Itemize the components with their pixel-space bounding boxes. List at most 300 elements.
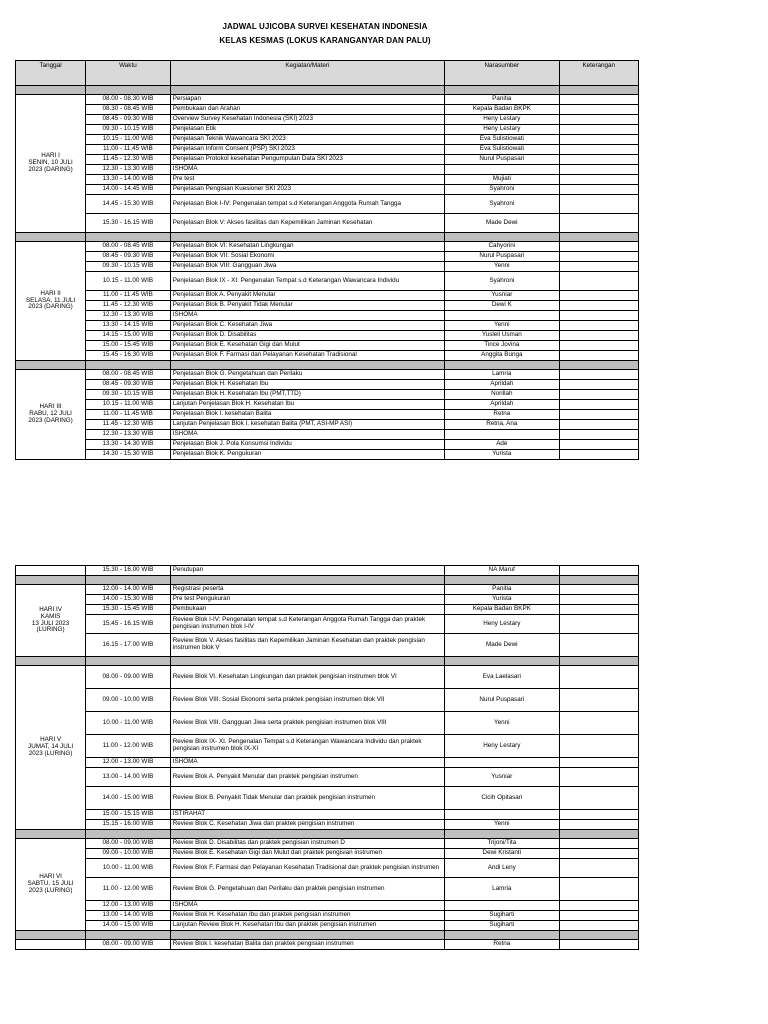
- header-kegiatan: Kegiatan/Materi: [170, 61, 444, 86]
- time-cell: 11.45 - 12.30 WIB: [86, 420, 171, 430]
- doc-title-line1: JADWAL UJICOBA SURVEI KESEHATAN INDONESIA: [222, 22, 428, 31]
- separator-row: [16, 86, 639, 95]
- time-cell: 09.30 - 10.15 WIB: [86, 125, 171, 135]
- separator-row: [16, 657, 639, 666]
- note-cell: [559, 311, 638, 321]
- separator-cell: [16, 233, 86, 242]
- table-row: [16, 214, 639, 233]
- separator-cell: [170, 86, 444, 95]
- time-cell: 11.00 - 11.45 WIB: [86, 145, 171, 155]
- table-row: [16, 787, 639, 810]
- note-cell: [559, 301, 638, 311]
- speaker-cell: Ade: [445, 440, 559, 450]
- header-waktu: Waktu: [86, 61, 171, 86]
- day-label-line: HARI II: [40, 289, 61, 297]
- activity-cell: Penjelasan Blok J. Pola Konsumsi Individu: [170, 440, 444, 450]
- day-label-line: HARI III: [39, 403, 62, 411]
- table-row: [16, 145, 639, 155]
- day-label-line: KAMIS: [40, 612, 61, 620]
- separator-row: [16, 233, 639, 242]
- separator-cell: [86, 657, 171, 666]
- activity-cell: Penjelasan Blok VI: Kesehatan Lingkungan: [170, 242, 444, 252]
- table-row: [16, 440, 639, 450]
- activity-cell: Review Blok I-IV: Pengenalan tempat s.d Keterangan Anggota Rumah Tangga dan praktek pengisian instrumen blok I-IV: [170, 615, 444, 634]
- note-cell: [559, 400, 638, 410]
- note-cell: [559, 689, 638, 712]
- table-row: [16, 105, 639, 115]
- activity-cell: Penjelasan Teknik Wawancara SKI 2023: [170, 135, 444, 145]
- day-label-line: HARI VI: [39, 873, 62, 881]
- header-row: [16, 61, 639, 86]
- table-row: [16, 341, 639, 351]
- table-row: [16, 689, 639, 712]
- table-row: [16, 252, 639, 262]
- note-cell: [559, 272, 638, 291]
- note-cell: [559, 410, 638, 420]
- note-cell: [559, 666, 638, 689]
- time-cell: 08.30 - 08.45 WIB: [86, 105, 171, 115]
- table-row: [16, 351, 639, 361]
- activity-cell: Penjelasan Blok A. Penyakit Menular: [170, 291, 444, 301]
- note-cell: [559, 321, 638, 331]
- note-cell: [559, 175, 638, 185]
- activity-cell: ISHOMA: [170, 430, 444, 440]
- table-row: [16, 430, 639, 440]
- activity-cell: Penjelasan Inform Consent (PSP) SKI 2023: [170, 145, 444, 155]
- activity-cell: Review Blok G. Pengetahuan dan Perilaku dan praktek pengisian instrumen: [170, 878, 444, 901]
- speaker-cell: Nurul Puspasari: [445, 689, 559, 712]
- day-cell: [16, 585, 86, 657]
- note-cell: [559, 585, 638, 595]
- table-row: [16, 331, 639, 341]
- header-narasumber: Narasumber: [445, 61, 559, 86]
- time-cell: 12.30 - 13.30 WIB: [86, 165, 171, 175]
- speaker-cell: Nurul Puspasari: [445, 252, 559, 262]
- table-row: [16, 768, 639, 787]
- speaker-cell: Kepala Badan BKPK: [445, 605, 559, 615]
- activity-cell: Penjelasan Blok VII: Sosial Ekonomi: [170, 252, 444, 262]
- time-cell: 14.00 - 15.00 WIB: [86, 921, 171, 931]
- table-row: [16, 940, 639, 950]
- time-cell: 12.00 - 13.00 WIB: [86, 901, 171, 911]
- speaker-cell: Yusniar: [445, 768, 559, 787]
- separator-cell: [445, 931, 559, 940]
- speaker-cell: Yusleli Usman: [445, 331, 559, 341]
- activity-cell: Penjelasan Etik: [170, 125, 444, 135]
- time-cell: 14.00 - 14.45 WIB: [86, 185, 171, 195]
- activity-cell: Review Blok B. Penyakit Tidak Menular dan praktek pengisian instrumen: [170, 787, 444, 810]
- separator-cell: [86, 576, 171, 585]
- time-cell: 14.30 - 15.30 WIB: [86, 450, 171, 460]
- table-row: [16, 262, 639, 272]
- speaker-cell: Syahroni: [445, 272, 559, 291]
- speaker-cell: Heny Lestary: [445, 615, 559, 634]
- time-cell: 12.30 - 13.30 WIB: [86, 430, 171, 440]
- note-cell: [559, 901, 638, 911]
- time-cell: 14.45 - 15.30 WIB: [86, 195, 171, 214]
- time-cell: 14.00 - 15.30 WIB: [86, 595, 171, 605]
- activity-cell: ISHOMA: [170, 901, 444, 911]
- table-row: [16, 735, 639, 758]
- note-cell: [559, 155, 638, 165]
- table-row: [16, 420, 639, 430]
- separator-cell: [445, 86, 559, 95]
- note-cell: [559, 735, 638, 758]
- separator-cell: [170, 576, 444, 585]
- schedule-table-page1: [15, 60, 639, 460]
- table-row: [16, 878, 639, 901]
- separator-cell: [445, 657, 559, 666]
- day-cell: [16, 95, 86, 233]
- time-cell: 15.30 - 16.00 WIB: [86, 566, 171, 576]
- note-cell: [559, 95, 638, 105]
- note-cell: [559, 450, 638, 460]
- note-cell: [559, 878, 638, 901]
- speaker-cell: Yurista: [445, 595, 559, 605]
- note-cell: [559, 768, 638, 787]
- activity-cell: Penjelasan Blok V: Akses fasilitas dan Kepemilikan Jaminan Kesehatan: [170, 214, 444, 233]
- speaker-cell: Kepala Badan BKPK: [445, 105, 559, 115]
- time-cell: 11.00 - 11.45 WIB: [86, 410, 171, 420]
- note-cell: [559, 351, 638, 361]
- activity-cell: Review Blok IX- XI. Pengenalan Tempat s.d Keterangan Wawancara Individu dan praktek pengisian instrumen blok IX-XI: [170, 735, 444, 758]
- separator-row: [16, 830, 639, 839]
- activity-cell: Review Blok VIII. Gangguan Jiwa serta praktek pengisian instrumen blok VIII: [170, 712, 444, 735]
- note-cell: [559, 185, 638, 195]
- activity-cell: Registrasi peserta: [170, 585, 444, 595]
- activity-cell: Penjelasan Blok IX - XI: Pengenalan Tempat s.d Keterangan Wawancara Individu: [170, 272, 444, 291]
- speaker-cell: [445, 901, 559, 911]
- speaker-cell: Trijoni/Tita: [445, 839, 559, 849]
- separator-cell: [170, 931, 444, 940]
- note-cell: [559, 195, 638, 214]
- day-label-line: HARI IV: [39, 605, 62, 613]
- speaker-cell: Made Dewi: [445, 634, 559, 657]
- note-cell: [559, 115, 638, 125]
- separator-cell: [445, 576, 559, 585]
- speaker-cell: Yusniar: [445, 291, 559, 301]
- activity-cell: Lanjutan Penjelasan Blok I. kesehatan Balita (PMT, ASI-MP ASI): [170, 420, 444, 430]
- activity-cell: Penjelasan Blok C. Kesehatan Jiwa: [170, 321, 444, 331]
- activity-cell: Penjelasan Blok VIII: Gangguan Jiwa: [170, 262, 444, 272]
- separator-cell: [170, 657, 444, 666]
- activity-cell: Persiapan: [170, 95, 444, 105]
- note-cell: [559, 787, 638, 810]
- activity-cell: ISTIRAHAT: [170, 810, 444, 820]
- note-cell: [559, 940, 638, 950]
- header-keterangan: Keterangan: [559, 61, 638, 86]
- activity-cell: ISHOMA: [170, 311, 444, 321]
- table-row: [16, 839, 639, 849]
- speaker-cell: Yenni: [445, 712, 559, 735]
- speaker-cell: Syahroni: [445, 185, 559, 195]
- doc-title-line2: KELAS KESMAS (LOKUS KARANGANYAR DAN PALU): [219, 36, 431, 45]
- table-row: [16, 380, 639, 390]
- activity-cell: Penjelasan Blok G. Pengetahuan dan Perilaku: [170, 370, 444, 380]
- time-cell: 10.15 - 11.00 WIB: [86, 135, 171, 145]
- table-row: [16, 301, 639, 311]
- time-cell: 14.00 - 15.00 WIB: [86, 787, 171, 810]
- time-cell: 09.00 - 10.00 WIB: [86, 849, 171, 859]
- separator-cell: [559, 361, 638, 370]
- time-cell: 15.15 - 16.00 WIB: [86, 820, 171, 830]
- speaker-cell: [445, 430, 559, 440]
- time-cell: 12.00 - 13.00 WIB: [86, 758, 171, 768]
- speaker-cell: Retna: [445, 940, 559, 950]
- activity-cell: Pre test: [170, 175, 444, 185]
- note-cell: [559, 380, 638, 390]
- activity-cell: Pembukaan dan Arahan: [170, 105, 444, 115]
- separator-cell: [559, 657, 638, 666]
- speaker-cell: Cicih Opitasari: [445, 787, 559, 810]
- speaker-cell: Aprildah: [445, 400, 559, 410]
- table-row: [16, 321, 639, 331]
- activity-cell: Penjelasan Blok E. Kesehatan Gigi dan Mulut: [170, 341, 444, 351]
- separator-cell: [170, 830, 444, 839]
- speaker-cell: [445, 165, 559, 175]
- table-row: [16, 185, 639, 195]
- activity-cell: Penjelasan Blok H. Kesehatan Ibu: [170, 380, 444, 390]
- day-label-line: 2023 (DARING): [28, 303, 73, 311]
- activity-cell: Review Blok VI. Kesehatan Lingkungan dan praktek pengisian instrumen blok VI: [170, 666, 444, 689]
- activity-cell: Penjelasan Blok F. Farmasi dan Pelayanan Kesehatan Tradisional: [170, 351, 444, 361]
- time-cell: 11.00 - 11.45 WIB: [86, 291, 171, 301]
- table-row: [16, 135, 639, 145]
- activity-cell: Pembukaan: [170, 605, 444, 615]
- separator-cell: [16, 576, 86, 585]
- speaker-cell: Yurista: [445, 450, 559, 460]
- day-label-line: HARI I: [41, 152, 60, 160]
- separator-cell: [559, 576, 638, 585]
- activity-cell: Penjelasan Blok B. Penyakit Tidak Menular: [170, 301, 444, 311]
- table-row: [16, 195, 639, 214]
- day-cell: [16, 839, 86, 931]
- speaker-cell: Andi Leny: [445, 859, 559, 878]
- speaker-cell: Eva Sulistiowati: [445, 145, 559, 155]
- table-row: [16, 291, 639, 301]
- time-cell: 13.00 - 14.00 WIB: [86, 768, 171, 787]
- note-cell: [559, 291, 638, 301]
- table-row: [16, 666, 639, 689]
- speaker-cell: Eva Laelasari: [445, 666, 559, 689]
- time-cell: 13.30 - 14.30 WIB: [86, 440, 171, 450]
- table-row: [16, 155, 639, 165]
- note-cell: [559, 615, 638, 634]
- day-label-line: (LURING): [36, 626, 65, 634]
- activity-cell: Penjelasan Protokol kesehatan Pengumpulan Data SKI 2023: [170, 155, 444, 165]
- activity-cell: Penutupan: [170, 566, 444, 576]
- time-cell: 08.00 - 09.00 WIB: [86, 839, 171, 849]
- speaker-cell: Dewi Kristanti: [445, 849, 559, 859]
- note-cell: [559, 712, 638, 735]
- speaker-cell: Tince Jovina: [445, 341, 559, 351]
- table-row: [16, 615, 639, 634]
- separator-cell: [559, 86, 638, 95]
- note-cell: [559, 242, 638, 252]
- time-cell: 11.45 - 12.30 WIB: [86, 301, 171, 311]
- time-cell: 15.00 - 15.15 WIB: [86, 810, 171, 820]
- speaker-cell: Panitia: [445, 95, 559, 105]
- day-label-line: SENIN, 10 JULI: [28, 159, 73, 167]
- time-cell: 16.15 - 17.00 WIB: [86, 634, 171, 657]
- speaker-cell: Retna, Ana: [445, 420, 559, 430]
- time-cell: 12.00 - 14.00 WIB: [86, 585, 171, 595]
- activity-cell: ISHOMA: [170, 758, 444, 768]
- note-cell: [559, 165, 638, 175]
- table-row: [16, 712, 639, 735]
- speaker-cell: Lamria: [445, 370, 559, 380]
- day-label-line: 2023 (LURING): [28, 749, 73, 757]
- speaker-cell: Anggita Bunga: [445, 351, 559, 361]
- time-cell: 11.45 - 12.30 WIB: [86, 155, 171, 165]
- schedule-table-page2: [15, 565, 639, 950]
- time-cell: 12.30 - 13.30 WIB: [86, 311, 171, 321]
- note-cell: [559, 634, 638, 657]
- speaker-cell: Nurul Puspasari: [445, 155, 559, 165]
- time-cell: 14.15 - 15.00 WIB: [86, 331, 171, 341]
- day-label-line: JUMAT, 14 JULI: [28, 743, 74, 751]
- speaker-cell: [445, 758, 559, 768]
- activity-cell: Review Blok F. Farmasi dan Pelayanan Kesehatan Tradisional dan praktek pengisian instrumen: [170, 859, 444, 878]
- activity-cell: Review Blok VIII. Sosial Ekonomi serta praktek pengisian instrumen blok VII: [170, 689, 444, 712]
- speaker-cell: Yenni: [445, 262, 559, 272]
- separator-cell: [16, 361, 86, 370]
- separator-cell: [445, 361, 559, 370]
- time-cell: 15.30 - 16.15 WIB: [86, 214, 171, 233]
- speaker-cell: Cahyorini: [445, 242, 559, 252]
- speaker-cell: Eva Sulistiowati: [445, 135, 559, 145]
- activity-cell: Overview Survey Kesehatan Indonesia (SKI) 2023: [170, 115, 444, 125]
- speaker-cell: Heny Lestary: [445, 735, 559, 758]
- table-row: [16, 634, 639, 657]
- activity-cell: Penjelasan Blok H. Kesehatan Ibu (PMT,TTD): [170, 390, 444, 400]
- time-cell: 09.00 - 10.00 WIB: [86, 689, 171, 712]
- time-cell: 08.00 - 08.45 WIB: [86, 242, 171, 252]
- note-cell: [559, 252, 638, 262]
- separator-cell: [16, 657, 86, 666]
- note-cell: [559, 440, 638, 450]
- activity-cell: Penjelasan Pengisian Kuesioner SKI 2023: [170, 185, 444, 195]
- separator-cell: [86, 931, 171, 940]
- table-row: [16, 859, 639, 878]
- activity-cell: Review Blok C. Kesehatan Jiwa dan praktek pengisian instrumen: [170, 820, 444, 830]
- header-tanggal: Tanggal: [16, 61, 86, 86]
- separator-cell: [86, 86, 171, 95]
- table-row: [16, 820, 639, 830]
- note-cell: [559, 262, 638, 272]
- separator-cell: [86, 830, 171, 839]
- note-cell: [559, 566, 638, 576]
- day-cell: [16, 370, 86, 460]
- note-cell: [559, 921, 638, 931]
- table-row: [16, 901, 639, 911]
- speaker-cell: Sugiharti: [445, 911, 559, 921]
- separator-cell: [445, 233, 559, 242]
- speaker-cell: Yenni: [445, 321, 559, 331]
- table-row: [16, 95, 639, 105]
- day-cell: [16, 666, 86, 830]
- separator-cell: [16, 86, 86, 95]
- table-row: [16, 810, 639, 820]
- note-cell: [559, 125, 638, 135]
- table-row: [16, 450, 639, 460]
- day-label-line: RABU, 12 JULI: [29, 410, 72, 418]
- activity-cell: Lanjutan Penjelasan Blok H. Kesehatan Ibu: [170, 400, 444, 410]
- speaker-cell: Norillah: [445, 390, 559, 400]
- table-row: [16, 911, 639, 921]
- time-cell: 10.15 - 11.00 WIB: [86, 272, 171, 291]
- note-cell: [559, 820, 638, 830]
- table-row: [16, 605, 639, 615]
- time-cell: 13.30 - 14.15 WIB: [86, 321, 171, 331]
- separator-cell: [16, 830, 86, 839]
- table-row: [16, 115, 639, 125]
- day-label-line: SELASA, 11 JULI: [25, 296, 76, 304]
- separator-cell: [170, 361, 444, 370]
- separator-cell: [170, 233, 444, 242]
- time-cell: 13.00 - 14.00 WIB: [86, 911, 171, 921]
- note-cell: [559, 911, 638, 921]
- table-row: [16, 585, 639, 595]
- time-cell: 08.45 - 09.30 WIB: [86, 115, 171, 125]
- day-label-line: HARI V: [40, 736, 62, 744]
- time-cell: 10.15 - 11.00 WIB: [86, 400, 171, 410]
- table-row: [16, 758, 639, 768]
- day-label-line: 13 JULI 2023: [31, 619, 70, 627]
- table-row: [16, 311, 639, 321]
- note-cell: [559, 605, 638, 615]
- table-row: [16, 566, 639, 576]
- activity-cell: Review Blok A. Penyakit Menular dan praktek pengisian instrumen: [170, 768, 444, 787]
- note-cell: [559, 420, 638, 430]
- day-label-line: 2023 (DARING): [28, 165, 73, 173]
- time-cell: 08.00 - 08.45 WIB: [86, 370, 171, 380]
- time-cell: 11.00 - 12.00 WIB: [86, 735, 171, 758]
- table-row: [16, 849, 639, 859]
- note-cell: [559, 214, 638, 233]
- separator-cell: [445, 830, 559, 839]
- time-cell: 09.30 - 10.15 WIB: [86, 390, 171, 400]
- time-cell: 15.00 - 15.45 WIB: [86, 341, 171, 351]
- table-row: [16, 175, 639, 185]
- activity-cell: Review Blok V. Akses fasilitas dan Kepemilikan Jaminan Kesehatan dan praktek pengisian instrumen blok V: [170, 634, 444, 657]
- time-cell: 09.30 - 10.15 WIB: [86, 262, 171, 272]
- day-cell: [16, 940, 86, 950]
- time-cell: 11.00 - 12.00 WIB: [86, 878, 171, 901]
- speaker-cell: Made Dewi: [445, 214, 559, 233]
- activity-cell: Penjelasan Blok K. Pengukuran: [170, 450, 444, 460]
- table-row: [16, 390, 639, 400]
- note-cell: [559, 859, 638, 878]
- day-label-line: 2023 (DARING): [28, 416, 73, 424]
- note-cell: [559, 135, 638, 145]
- speaker-cell: Panitia: [445, 585, 559, 595]
- note-cell: [559, 145, 638, 155]
- separator-row: [16, 361, 639, 370]
- activity-cell: Penjelasan Blok I. kesehatan Balita: [170, 410, 444, 420]
- separator-cell: [559, 931, 638, 940]
- note-cell: [559, 595, 638, 605]
- activity-cell: Penjelasan Blok I-IV: Pengenalan tempat s.d Keterangan Anggota Rumah Tangga: [170, 195, 444, 214]
- speaker-cell: Sugiharti: [445, 921, 559, 931]
- table-row: [16, 242, 639, 252]
- time-cell: 15.45 - 16.15 WIB: [86, 615, 171, 634]
- activity-cell: Pre test Pengukuran: [170, 595, 444, 605]
- table-row: [16, 400, 639, 410]
- speaker-cell: Heny Lestary: [445, 115, 559, 125]
- day-cell: [16, 242, 86, 361]
- table-row: [16, 272, 639, 291]
